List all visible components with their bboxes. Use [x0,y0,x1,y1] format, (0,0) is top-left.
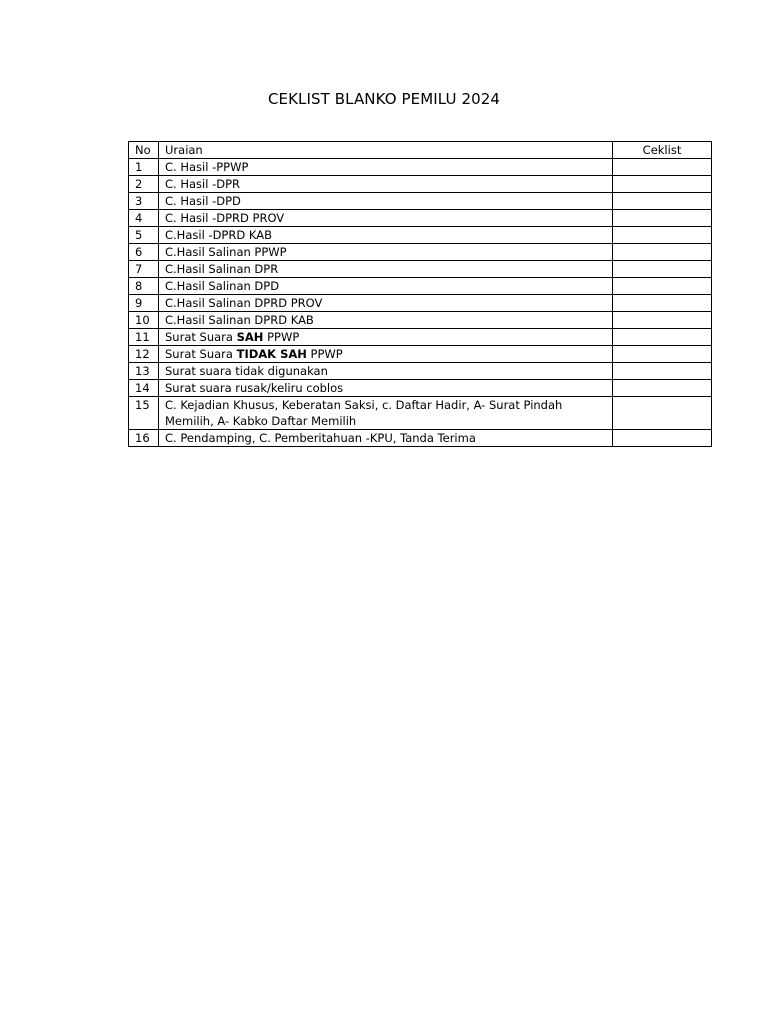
table-row [129,193,712,210]
table-row [129,363,712,380]
row-checkbox-cell[interactable] [613,329,712,346]
row-description: C.Hasil Salinan DPD [159,278,613,295]
row-description-text: Surat Suara [165,330,237,344]
row-checkbox-cell[interactable] [613,363,712,380]
table-row [129,430,712,447]
table-row [129,210,712,227]
row-description: Surat suara tidak digunakan [159,363,613,380]
row-number: 11 [129,329,159,346]
column-header-ceklist: Ceklist [613,142,712,159]
row-number: 10 [129,312,159,329]
row-number: 8 [129,278,159,295]
table-row [129,295,712,312]
row-number: 13 [129,363,159,380]
row-description: C. Hasil -DPR [159,176,613,193]
row-checkbox-cell[interactable] [613,430,712,447]
row-checkbox-cell[interactable] [613,346,712,363]
table-row [129,312,712,329]
row-description [159,346,613,363]
column-header-no: No [129,142,159,159]
table-row [129,329,712,346]
row-description [159,329,613,346]
row-checkbox-cell[interactable] [613,380,712,397]
table-header-row [129,142,712,159]
column-header-uraian: Uraian [159,142,613,159]
row-checkbox-cell[interactable] [613,397,712,430]
row-description-line: Memilih, A- Kabko Daftar Memilih [165,414,357,428]
row-description [159,397,613,430]
row-checkbox-cell[interactable] [613,312,712,329]
row-description: C.Hasil Salinan DPRD KAB [159,312,613,329]
row-number: 4 [129,210,159,227]
row-checkbox-cell[interactable] [613,227,712,244]
row-description-text: PPWP [306,347,343,361]
row-description-line: C. Kejadian Khusus, Keberatan Saksi, c. Daftar Hadir, A- Surat Pindah [165,398,563,412]
row-number: 5 [129,227,159,244]
table-row [129,227,712,244]
row-number: 12 [129,346,159,363]
row-number: 9 [129,295,159,312]
row-description: C. Pendamping, C. Pemberitahuan -KPU, Tanda Terima [159,430,613,447]
table-row [129,244,712,261]
row-description-emphasis: TIDAK SAH [236,347,307,361]
table-row [129,397,712,430]
row-description-text: Surat Suara [165,347,237,361]
row-number: 16 [129,430,159,447]
row-checkbox-cell[interactable] [613,193,712,210]
table-row [129,176,712,193]
table-row [129,159,712,176]
table-row [129,278,712,295]
table-row [129,346,712,363]
row-number: 7 [129,261,159,278]
row-checkbox-cell[interactable] [613,159,712,176]
checklist-table [128,141,712,447]
row-description: C.Hasil Salinan DPRD PROV [159,295,613,312]
row-number: 14 [129,380,159,397]
row-number: 6 [129,244,159,261]
row-description-text: PPWP [263,330,300,344]
row-number: 1 [129,159,159,176]
table-row [129,380,712,397]
row-checkbox-cell[interactable] [613,261,712,278]
row-description: Surat suara rusak/keliru coblos [159,380,613,397]
row-number: 15 [129,397,159,430]
row-description: C. Hasil -DPRD PROV [159,210,613,227]
row-description: C. Hasil -DPD [159,193,613,210]
row-number: 2 [129,176,159,193]
row-description-emphasis: SAH [236,330,264,344]
row-description: C. Hasil -PPWP [159,159,613,176]
row-description: C.Hasil Salinan DPR [159,261,613,278]
row-checkbox-cell[interactable] [613,295,712,312]
page-title: CEKLIST BLANKO PEMILU 2024 [267,90,501,108]
row-checkbox-cell[interactable] [613,176,712,193]
row-number: 3 [129,193,159,210]
row-checkbox-cell[interactable] [613,210,712,227]
table-row [129,261,712,278]
row-checkbox-cell[interactable] [613,244,712,261]
row-description: C.Hasil -DPRD KAB [159,227,613,244]
row-description: C.Hasil Salinan PPWP [159,244,613,261]
row-checkbox-cell[interactable] [613,278,712,295]
